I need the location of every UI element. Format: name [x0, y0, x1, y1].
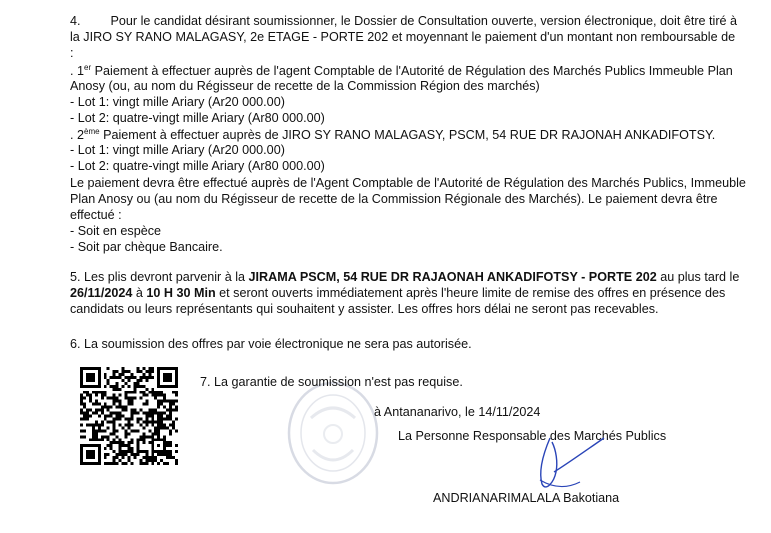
section7-text: 7. La garantie de soumission n'est pas requise.	[200, 375, 463, 389]
payment-note-line3: effectué :	[70, 208, 122, 222]
payment-option-cheque: - Soit par chèque Bancaire.	[70, 240, 223, 254]
section4-number: 4.	[70, 14, 81, 28]
qr-code	[80, 367, 178, 465]
payment-note-line1: Le paiement devra être effectué auprès de l'Agent Comptable de l'Autorité de Régulation des Marchés Publics, Immeuble	[70, 176, 746, 190]
deadline-time: 10 H 30 Min	[146, 286, 216, 300]
section5-line2: 26/11/2024 à 10 H 30 Min et seront ouverts immédiatement après l'heure limite de remise des offres en présence des	[70, 286, 726, 300]
signatory-role: La Personne Responsable des Marchés Publics	[398, 429, 667, 443]
section4-line1: 4. Pour le candidat désirant soumissionner, le Dossier de Consultation ouverte, version électronique, doit être tiré à	[70, 14, 738, 28]
payment-2-lot2: - Lot 2: quatre-vingt mille Ariary (Ar80 000.00)	[70, 159, 325, 173]
payment-1-cont: Anosy (ou, au nom du Régisseur de recette de la Commission Région des marchés)	[70, 79, 540, 93]
payment-1-line: . 1er Paiement à effectuer auprès de l'agent Comptable de l'Autorité de Régulation des Marchés Publics Immeuble Plan	[70, 63, 733, 78]
section5-line3: candidats ou leurs représentants qui souhaitent y assister. Les offres hors délai ne seront pas recevables.	[70, 302, 659, 316]
payment-2-lot1: - Lot 1: vingt mille Ariary (Ar20 000.00)	[70, 143, 285, 157]
section6-text: 6. La soumission des offres par voie électronique ne sera pas autorisée.	[70, 337, 472, 351]
section4-line2: la JIRO SY RANO MALAGASY, 2e ETAGE - PORTE 202 et moyennant le paiement d'un montant non remboursable de	[70, 30, 736, 44]
payment-option-cash: - Soit en espèce	[70, 224, 162, 238]
deadline-date: 26/11/2024	[70, 286, 133, 300]
delivery-address: JIRAMA PSCM, 54 RUE DR RAJAONAH ANKADIFOTSY - PORTE 202	[248, 270, 657, 284]
official-stamp	[283, 378, 383, 488]
place-date: à Antananarivo, le 14/11/2024	[374, 405, 541, 419]
signatory-name: ANDRIANARIMALALA Bakotiana	[433, 491, 620, 505]
payment-1-lot2: - Lot 2: quatre-vingt mille Ariary (Ar80 000.00)	[70, 111, 325, 125]
section5-line1: 5. Les plis devront parvenir à la JIRAMA PSCM, 54 RUE DR RAJAONAH ANKADIFOTSY - PORTE 202 au plus tard le	[70, 270, 740, 284]
section4-line3: :	[70, 46, 74, 60]
payment-2-line: . 2ème Paiement à effectuer auprès de JIRO SY RANO MALAGASY, PSCM, 54 RUE DR RAJONAH ANKADIFOTSY.	[70, 127, 716, 142]
payment-1-lot1: - Lot 1: vingt mille Ariary (Ar20 000.00)	[70, 95, 285, 109]
payment-note-line2: Plan Anosy ou (au nom du Régisseur de recette de la Commission Régionale des Marchés). Le paiement devra être	[70, 192, 718, 206]
